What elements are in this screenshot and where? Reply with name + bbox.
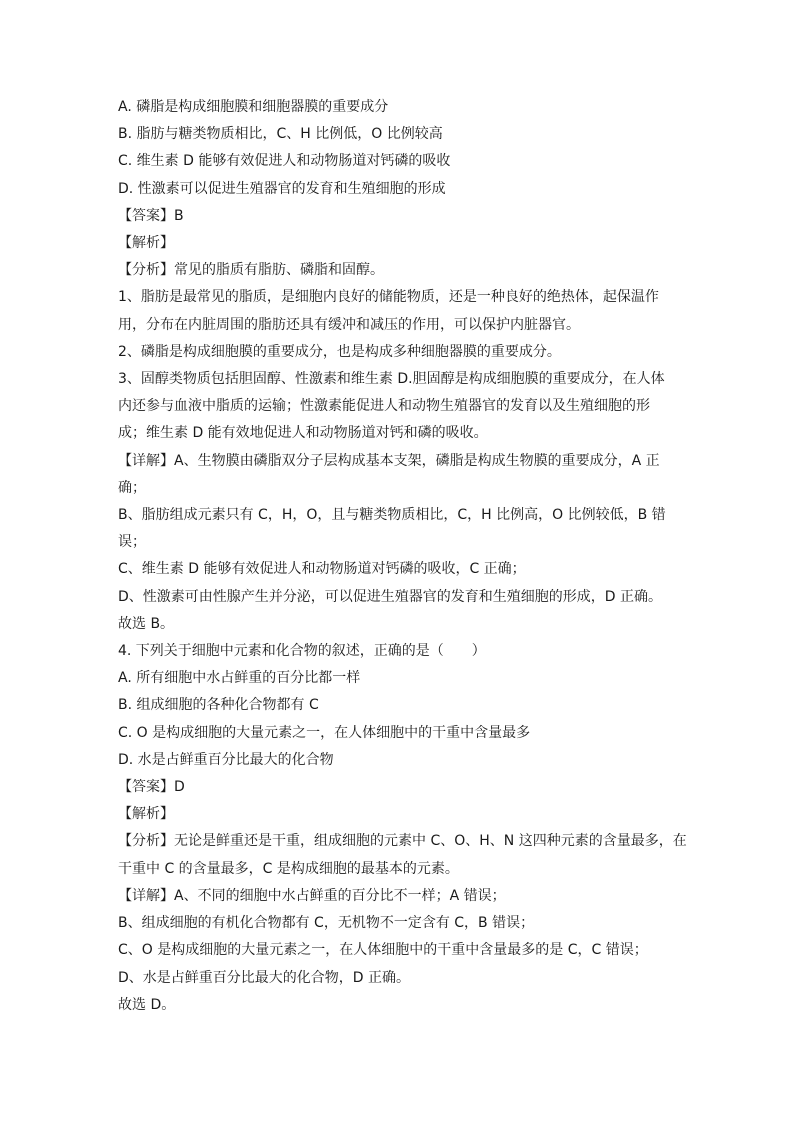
q4-analysis-2: 干重中 C 的含量最多，C 是构成细胞的最基本的元素。 — [118, 860, 459, 877]
analysis-point-1a: 1、脂肪是最常见的脂质，是细胞内良好的储能物质，还是一种良好的绝热体，起保温作 — [118, 289, 659, 306]
analysis-intro: 【分析】常见的脂质有脂肪、磷脂和固醇。 — [118, 262, 384, 279]
q4-option-b: B. 组成细胞的各种化合物都有 C — [118, 697, 319, 714]
q4-detail-a: 【详解】A、不同的细胞中水占鲜重的百分比不一样；A 错误； — [118, 887, 506, 904]
analysis-point-3c: 成；维生素 D 能有效地促进人和动物肠道对钙和磷的吸收。 — [118, 425, 488, 442]
analysis-point-3b: 内还参与血液中脂质的运输；性激素能促进人和动物生殖器官的发育以及生殖细胞的形 — [118, 398, 650, 415]
q4-analysis-1: 【分析】无论是鲜重还是干重，组成细胞的元素中 C、O、H、N 这四种元素的含量最多，在 — [118, 833, 687, 850]
detail-b-2: 误； — [118, 534, 146, 551]
q4-conclusion: 故选 D。 — [118, 996, 176, 1013]
answer-label: 【答案】B — [118, 207, 184, 224]
conclusion: 故选 B。 — [118, 615, 175, 632]
q4-option-c: C. O 是构成细胞的大量元素之一，在人体细胞中的干重中含量最多 — [118, 724, 531, 741]
q4-detail-c: C、O 是构成细胞的大量元素之一，在人体细胞中的干重中含量最多的是 C，C 错误； — [118, 942, 648, 959]
q4-analysis-heading: 【解析】 — [118, 806, 174, 823]
question-4: 4. 下列关于细胞中元素和化合物的叙述，正确的是（ ） — [118, 643, 486, 660]
detail-a-2: 确； — [118, 479, 146, 496]
option-d: D. 性激素可以促进生殖器官的发育和生殖细胞的形成 — [118, 180, 446, 197]
detail-d: D、性激素可由性腺产生并分泌，可以促进生殖器官的发育和生殖细胞的形成，D 正确。 — [118, 588, 663, 605]
analysis-heading: 【解析】 — [118, 235, 174, 252]
option-b: B. 脂肪与糖类物质相比，C、H 比例低，O 比例较高 — [118, 126, 443, 143]
document-body — [118, 94, 687, 1019]
option-a: A. 磷脂是构成细胞膜和细胞器膜的重要成分 — [118, 99, 389, 115]
q4-detail-b: B、组成细胞的有机化合物都有 C，无机物不一定含有 C，B 错误； — [118, 915, 535, 932]
detail-a-1: 【详解】A、生物膜由磷脂双分子层构成基本支架，磷脂是构成生物膜的重要成分，A 正 — [118, 452, 660, 469]
q4-option-a: A. 所有细胞中水占鲜重的百分比都一样 — [118, 670, 361, 687]
q4-answer-label: 【答案】D — [118, 779, 185, 796]
analysis-point-2: 2、磷脂是构成细胞膜的重要成分，也是构成多种细胞器膜的重要成分。 — [118, 343, 561, 360]
detail-b-1: B、脂肪组成元素只有 C，H，O，且与糖类物质相比，C，H 比例高，O 比例较低，B 错 — [118, 507, 666, 524]
q4-option-d: D. 水是占鲜重百分比最大的化合物 — [118, 751, 334, 768]
q4-detail-d: D、水是占鲜重百分比最大的化合物，D 正确。 — [118, 969, 411, 986]
analysis-point-1b: 用，分布在内脏周围的脂肪还具有缓冲和减压的作用，可以保护内脏器官。 — [118, 316, 580, 333]
analysis-point-3a: 3、固醇类物质包括胆固醇、性激素和维生素 D.胆固醇是构成细胞膜的重要成分，在人体 — [118, 371, 665, 388]
option-c: C. 维生素 D 能够有效促进人和动物肠道对钙磷的吸收 — [118, 153, 451, 170]
detail-c: C、维生素 D 能够有效促进人和动物肠道对钙磷的吸收，C 正确； — [118, 561, 526, 578]
